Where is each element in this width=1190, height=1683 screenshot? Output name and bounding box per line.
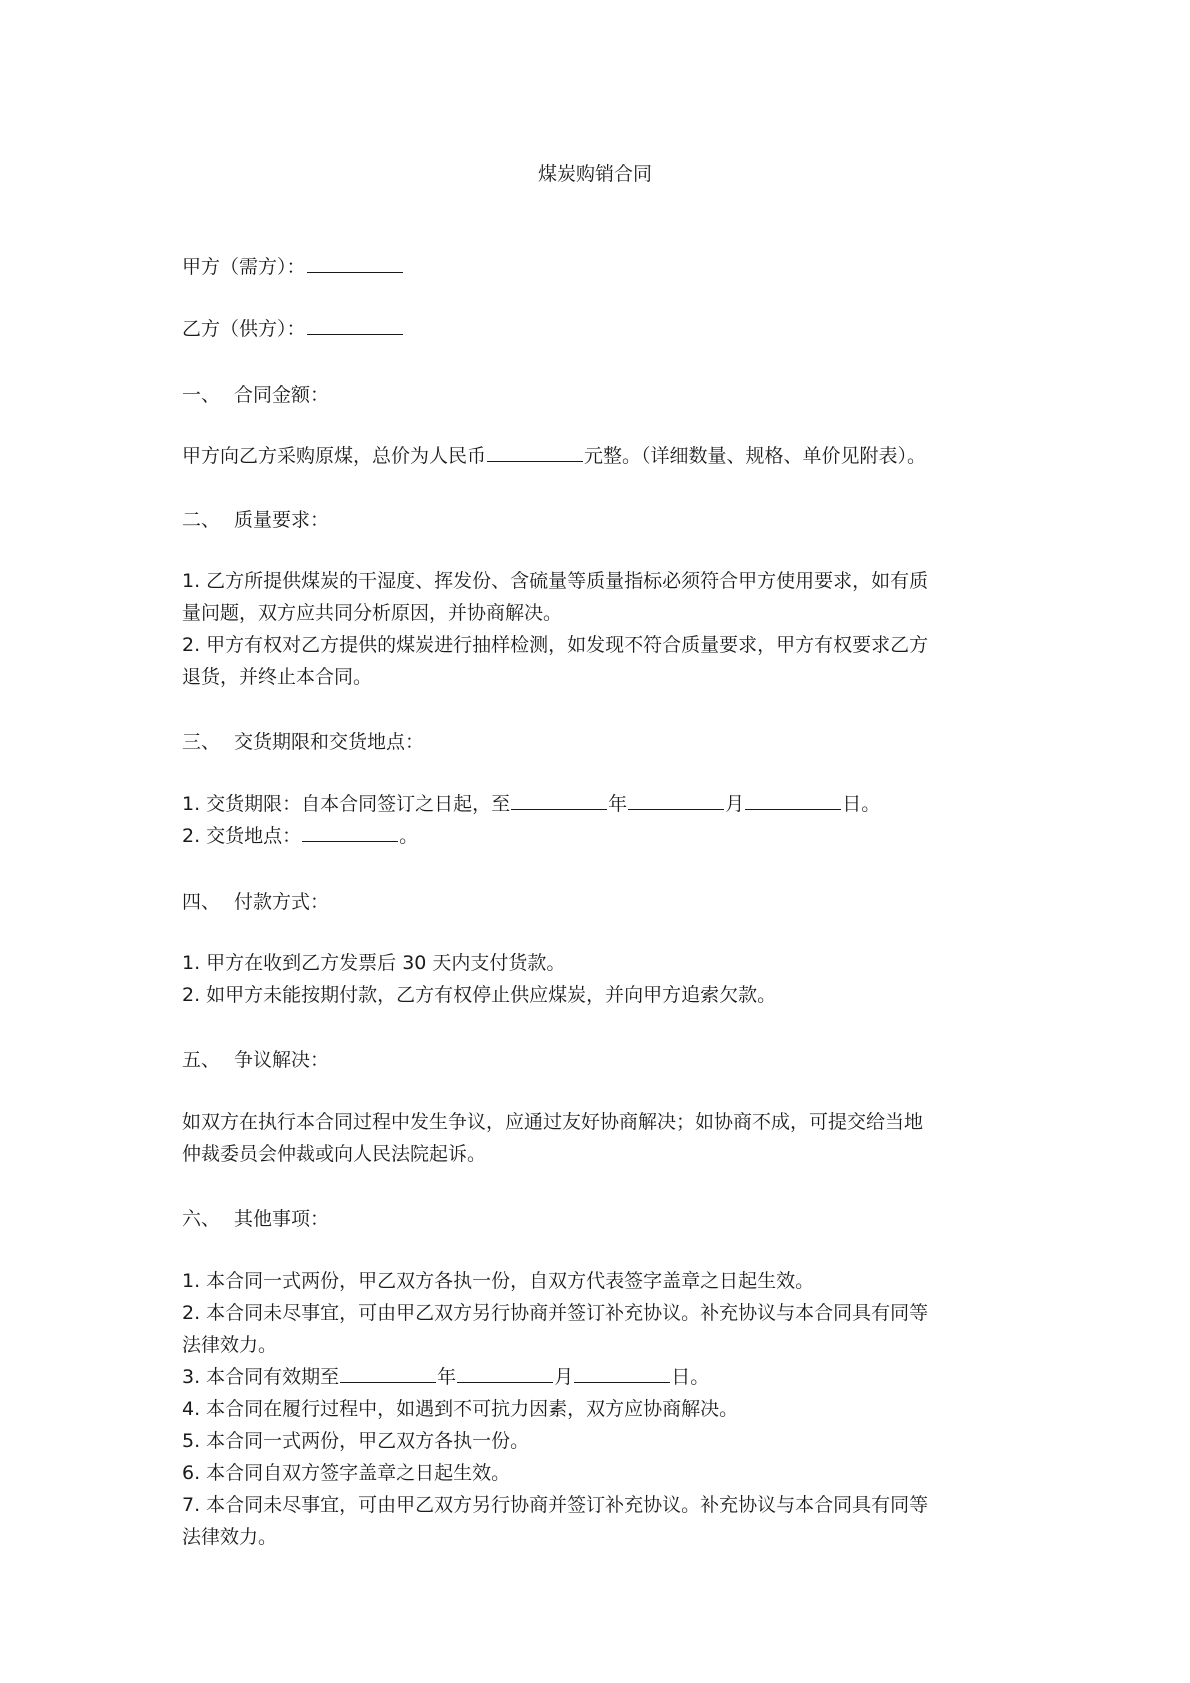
place-blank <box>302 821 398 842</box>
section-heading <box>182 504 1012 536</box>
paragraph-line: 退货，并终止本合同。 <box>182 666 373 688</box>
contract-amount-line <box>182 440 1012 472</box>
delivery-period-line <box>182 788 1012 820</box>
section-heading <box>182 726 1012 758</box>
paragraph-line: 2. 甲方有权对乙方提供的煤炭进行抽样检测，如发现不符合质量要求，甲方有权要求乙方 <box>182 634 929 656</box>
month-label: 月 <box>554 1366 574 1388</box>
year-label: 年 <box>437 1366 457 1388</box>
year-blank <box>511 789 607 810</box>
section-number: 五、 <box>182 1049 221 1071</box>
delivery-place-end: 。 <box>399 825 419 847</box>
section-heading <box>182 1044 1012 1076</box>
paragraph-line: 4. 本合同在履行过程中，如遇到不可抗力因素，双方应协商解决。 <box>182 1398 739 1420</box>
section-number: 二、 <box>182 509 221 531</box>
party-a-blank <box>307 252 403 273</box>
party-b-line <box>182 313 1012 345</box>
section-title: 合同金额： <box>234 384 330 406</box>
paragraph-line: 2. 本合同未尽事宜，可由甲乙双方另行协商并签订补充协议。补充协议与本合同具有同等 <box>182 1302 929 1324</box>
section-number: 六、 <box>182 1208 221 1230</box>
section-title: 其他事项： <box>234 1208 330 1230</box>
day-blank <box>745 789 841 810</box>
section-title: 交货期限和交货地点： <box>234 731 425 753</box>
validity-line <box>182 1361 1012 1393</box>
section-number: 一、 <box>182 384 221 406</box>
day-blank <box>574 1362 670 1383</box>
month-blank <box>628 789 724 810</box>
delivery-place-text: 2. 交货地点： <box>182 825 302 847</box>
paragraph-line: 量问题，双方应共同分析原因，并协商解决。 <box>182 602 563 624</box>
paragraph-line: 2. 如甲方未能按期付款，乙方有权停止供应煤炭，并向甲方追索欠款。 <box>182 984 777 1006</box>
day-label: 日。 <box>842 793 881 815</box>
section-title: 质量要求： <box>234 509 330 531</box>
section-title: 争议解决： <box>234 1049 330 1071</box>
party-a-line <box>182 251 1012 283</box>
paragraph-line: 如双方在执行本合同过程中发生争议，应通过友好协商解决；如协商不成，可提交给当地 <box>182 1111 924 1133</box>
paragraph-line: 1. 甲方在收到乙方发票后 30 天内支付货款。 <box>182 952 566 974</box>
amount-text: 甲方向乙方采购原煤，总价为人民币 <box>182 445 487 467</box>
paragraph-line: 法律效力。 <box>182 1334 278 1356</box>
paragraph-line: 6. 本合同自双方签字盖章之日起生效。 <box>182 1462 511 1484</box>
section-number: 四、 <box>182 891 221 913</box>
delivery-place-line <box>182 820 1012 852</box>
year-label: 年 <box>608 793 628 815</box>
party-b-label: 乙方（供方）： <box>182 318 306 340</box>
month-label: 月 <box>725 793 745 815</box>
paragraph-line: 仲裁委员会仲裁或向人民法院起诉。 <box>182 1143 487 1165</box>
validity-text: 3. 本合同有效期至 <box>182 1366 340 1388</box>
document-title: 煤炭购销合同 <box>537 163 652 185</box>
month-blank <box>457 1362 553 1383</box>
amount-blank <box>487 441 583 462</box>
paragraph-line: 7. 本合同未尽事宜，可由甲乙双方另行协商并签订补充协议。补充协议与本合同具有同等 <box>182 1494 929 1516</box>
section-heading <box>182 1203 1012 1235</box>
section-heading <box>182 379 1012 411</box>
section-number: 三、 <box>182 731 221 753</box>
day-label: 日。 <box>671 1366 710 1388</box>
paragraph-line: 1. 本合同一式两份，甲乙双方各执一份，自双方代表签字盖章之日起生效。 <box>182 1270 815 1292</box>
paragraph-line: 1. 乙方所提供煤炭的干湿度、挥发份、含硫量等质量指标必须符合甲方使用要求，如有质 <box>182 570 929 592</box>
paragraph-line: 5. 本合同一式两份，甲乙双方各执一份。 <box>182 1430 530 1452</box>
year-blank <box>340 1362 436 1383</box>
party-b-blank <box>307 314 403 335</box>
paragraph-line: 法律效力。 <box>182 1526 278 1548</box>
section-title: 付款方式： <box>234 891 330 913</box>
section-heading <box>182 886 1012 918</box>
amount-text-end: 元整。（详细数量、规格、单价见附表）。 <box>584 445 927 467</box>
party-a-label: 甲方（需方）： <box>182 256 306 278</box>
delivery-period-text: 1. 交货期限：自本合同签订之日起，至 <box>182 793 511 815</box>
